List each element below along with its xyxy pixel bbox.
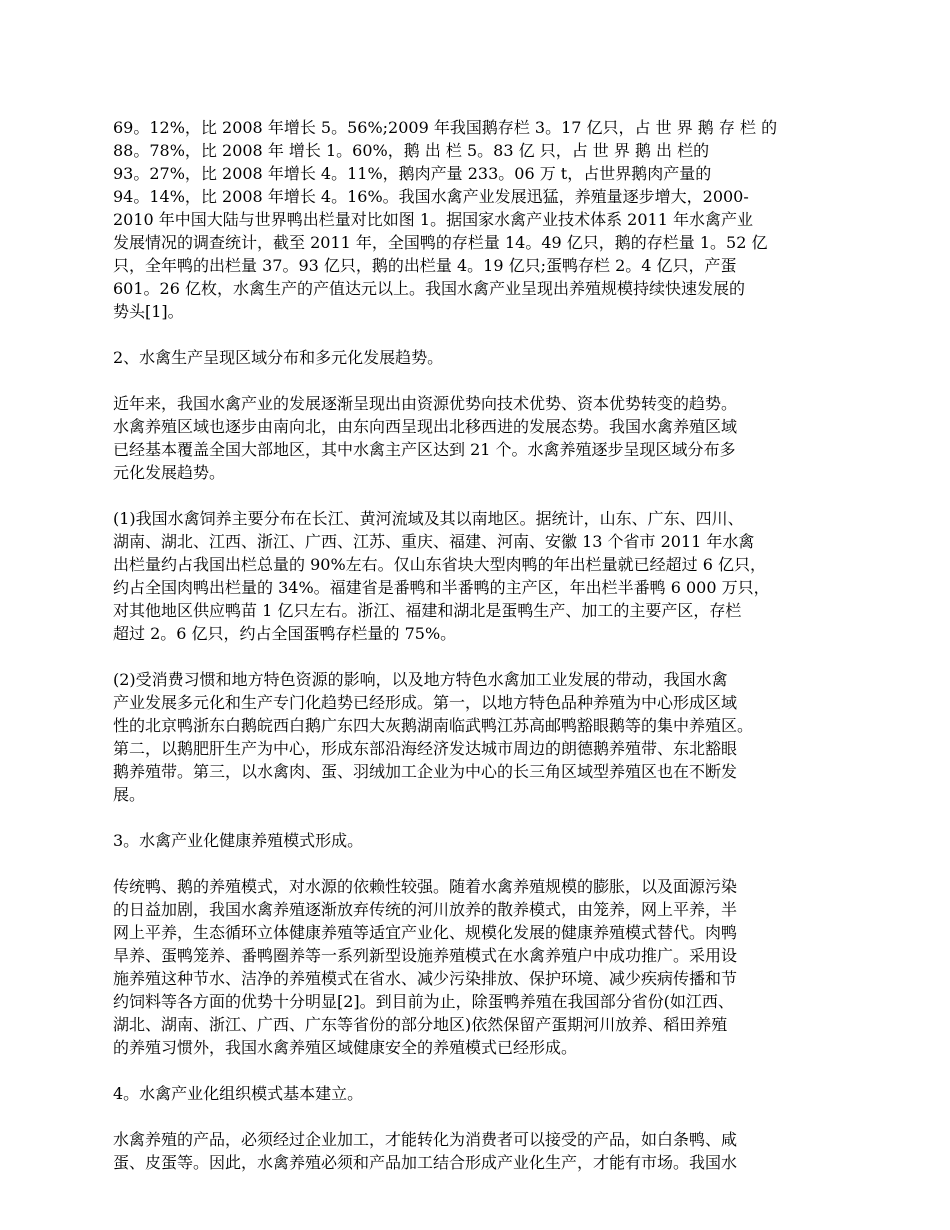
text-line: 水禽养殖的产品，必须经过企业加工，才能转化为消费者可以接受的产品，如白条鸭、咸 (113, 1130, 738, 1149)
paragraph (113, 668, 838, 806)
paragraph (113, 507, 838, 645)
paragraph (113, 116, 838, 323)
text-line: 约饲料等各方面的优势十分明显[2]。到目前为止，除蛋鸭养殖在我国部分省份(如江西、 (113, 992, 734, 1011)
paragraph (113, 829, 838, 852)
paragraph (113, 392, 838, 484)
text-line: 对其他地区供应鸭苗 1 亿只左右。浙江、福建和湖北是蛋鸭生产、加工的主要产区，存栏 (113, 601, 742, 620)
text-line: 已经基本覆盖全国大部地区，其中水禽主产区达到 21 个。水禽养殖逐步呈现区域分布多 (113, 440, 736, 459)
text-line: 只，全年鸭的出栏量 37。93 亿只，鹅的出栏量 4。19 亿只;蛋鸭存栏 2。4 亿只，产蛋 (113, 256, 737, 275)
text-line: 3。水禽产业化健康养殖模式形成。 (113, 831, 364, 850)
text-line: 水禽养殖区域也逐步由南向北，由东向西呈现出北移西进的发展态势。我国水禽养殖区域 (113, 417, 738, 436)
paragraph-gap (113, 852, 838, 875)
text-line: 蛋、皮蛋等。因此，水禽养殖必须和产品加工结合形成产业化生产，才能有市场。我国水 (113, 1153, 738, 1172)
text-line: 93。27%，比 2008 年增长 4。11%，鹅肉产量 233。06 万 t，占世界鹅肉产量的 (113, 164, 712, 183)
text-line: 旱养、蛋鸭笼养、番鸭圈养等一系列新型设施养殖模式在水禽养殖户中成功推广。采用设 (113, 946, 738, 965)
document-body (113, 116, 838, 1174)
text-line: 势头[1]。 (113, 302, 184, 321)
text-line: 传统鸭、鹅的养殖模式，对水源的依赖性较强。随着水禽养殖规模的膨胀，以及面源污染 (113, 877, 738, 896)
text-line: 69。12%，比 2008 年增长 5。56%;2009 年我国鹅存栏 3。17 亿只，占 世 界 鹅 存 栏 的 (113, 118, 778, 137)
text-line: 产业发展多元化和生产专门化趋势已经形成。第一，以地方特色品种养殖为中心形成区域 (113, 693, 738, 712)
paragraph-gap (113, 484, 838, 507)
text-line: 88。78%，比 2008 年 增长 1。60%，鹅 出 栏 5。83 亿 只，占 世 界 鹅 出 栏的 (113, 141, 710, 160)
text-line: 鹅养殖带。第三，以水禽肉、蛋、羽绒加工企业为中心的长三角区域型养殖区也在不断发 (113, 762, 738, 781)
text-line: 的养殖习惯外，我国水禽养殖区域健康安全的养殖模式已经形成。 (113, 1038, 578, 1057)
text-line: 601。26 亿枚，水禽生产的产值达元以上。我国水禽产业呈现出养殖规模持续快速发展的 (113, 279, 745, 298)
text-line: 施养殖这种节水、洁净的养殖模式在省水、减少污染排放、保护环境、减少疾病传播和节 (113, 969, 738, 988)
text-line: 性的北京鸭浙东白鹅皖西白鹅广东四大灰鹅湖南临武鸭江苏高邮鸭豁眼鹅等的集中养殖区。 (113, 716, 754, 735)
paragraph-gap (113, 806, 838, 829)
text-line: 第二，以鹅肥肝生产为中心，形成东部沿海经济发达城市周边的朗德鹅养殖带、东北豁眼 (113, 739, 738, 758)
paragraph (113, 1128, 838, 1174)
paragraph (113, 346, 838, 369)
text-line: 出栏量约占我国出栏总量的 90%左右。仅山东省块大型肉鸭的年出栏量就已经超过 6 亿只， (113, 555, 767, 574)
paragraph (113, 875, 838, 1059)
text-line: 湖北、湖南、浙江、广西、广东等省份的部分地区)依然保留产蛋期河川放养、稻田养殖 (113, 1015, 728, 1034)
text-line: 近年来，我国水禽产业的发展逐渐呈现出由资源优势向技术优势、资本优势转变的趋势。 (113, 394, 738, 413)
paragraph-gap (113, 1059, 838, 1082)
paragraph-gap (113, 369, 838, 392)
text-line: 网上平养，生态循环立体健康养殖等适宜产业化、规模化发展的健康养殖模式替代。肉鸭 (113, 923, 738, 942)
text-line: (2)受消费习惯和地方特色资源的影响，以及地方特色水禽加工业发展的带动，我国水禽 (113, 670, 728, 689)
text-line: 展。 (113, 785, 146, 804)
text-line: 的日益加剧，我国水禽养殖逐渐放弃传统的河川放养的散养模式，由笼养，网上平养，半 (113, 900, 738, 919)
text-line: 元化发展趋势。 (113, 463, 226, 482)
text-line: (1)我国水禽饲养主要分布在长江、黄河流域及其以南地区。据统计，山东、广东、四川、 (113, 509, 744, 528)
text-line: 约占全国肉鸭出栏量的 34%。福建省是番鸭和半番鸭的主产区，年出栏半番鸭 6 000 万只， (113, 578, 770, 597)
text-line: 超过 2。6 亿只，约占全国蛋鸭存栏量的 75%。 (113, 624, 457, 643)
text-line: 2010 年中国大陆与世界鸭出栏量对比如图 1。据国家水禽产业技术体系 2011 年水禽产业 (113, 210, 753, 229)
paragraph-gap (113, 645, 838, 668)
text-line: 发展情况的调查统计，截至 2011 年，全国鸭的存栏量 14。49 亿只，鹅的存栏量 1。52 亿 (113, 233, 768, 252)
text-line: 94。14%，比 2008 年增长 4。16%。我国水禽产业发展迅猛，养殖量逐步增大，2000- (113, 187, 749, 206)
text-line: 湖南、湖北、江西、浙江、广西、江苏、重庆、福建、河南、安徽 13 个省市 2011 年水禽 (113, 532, 755, 551)
paragraph-gap (113, 1105, 838, 1128)
paragraph (113, 1082, 838, 1105)
paragraph-gap (113, 323, 838, 346)
text-line: 2、水禽生产呈现区域分布和多元化发展趋势。 (113, 348, 444, 367)
text-line: 4。水禽产业化组织模式基本建立。 (113, 1084, 364, 1103)
